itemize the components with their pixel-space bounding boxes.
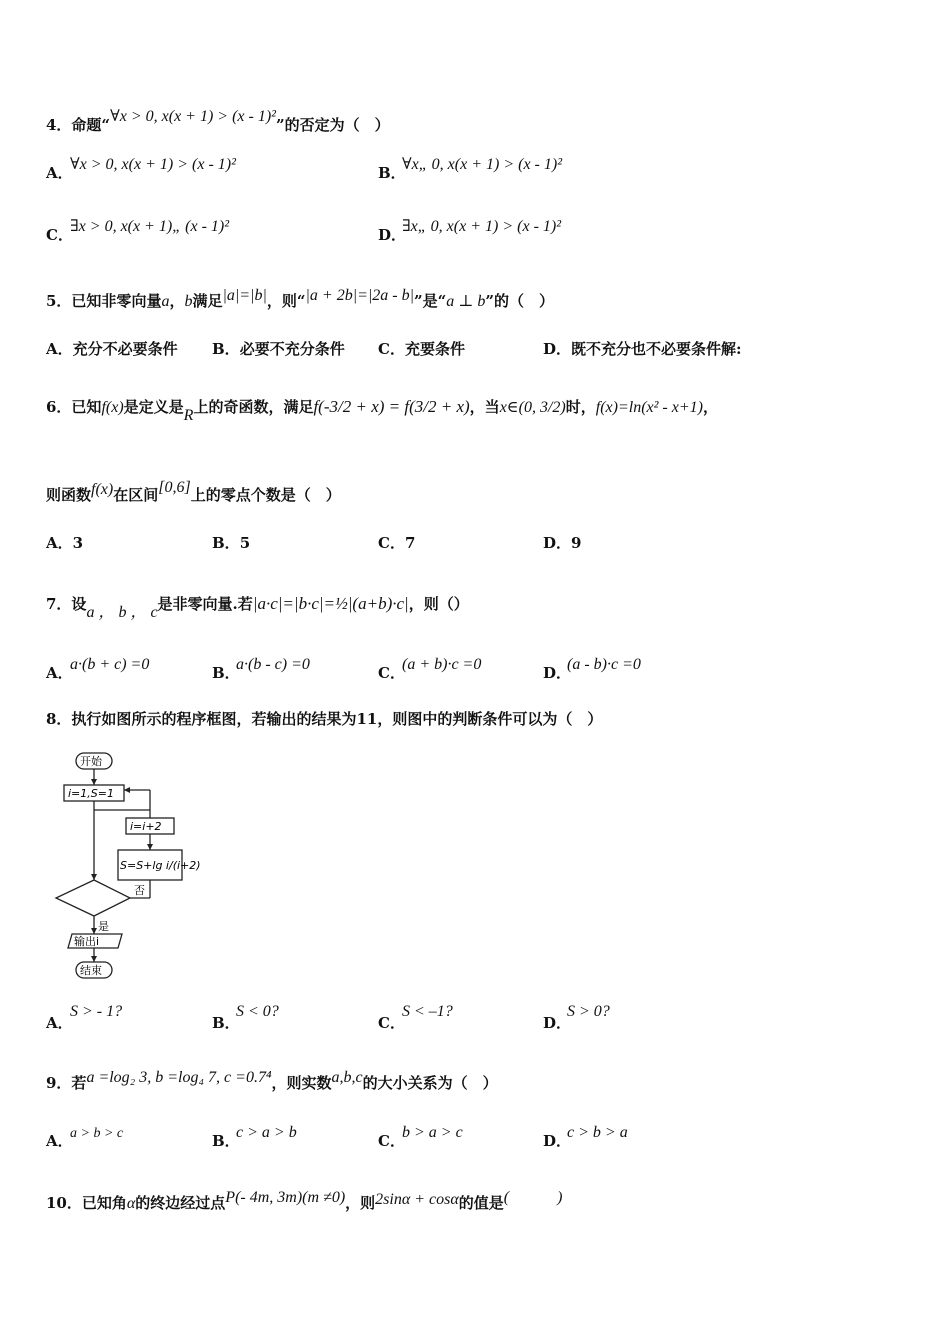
flow-increment-label: i=i+2 <box>130 820 162 833</box>
q9-option-b: B．c > a > b <box>212 1124 297 1150</box>
question-6-stem: 6．已知f(x)是定义是R上的奇函数，满足f(-3/2 + x) = f(3/2 + x)，当x∈(0, 3/2)时，f(x)=ln(x² - x+1)， <box>46 397 718 424</box>
q8-option-a: A．S > - 1? <box>46 1003 123 1032</box>
q4-option-a: A．∀x > 0, x(x + 1) > (x - 1)² <box>46 156 236 182</box>
q7-option-a: A．a·(b + c) =0 <box>46 656 150 682</box>
question-4-stem <box>46 108 390 135</box>
program-flowchart <box>50 750 220 982</box>
q7-option-c: C．(a + b)·c =0 <box>378 656 482 682</box>
flow-init-label: i=1,S=1 <box>68 787 114 800</box>
flow-decision-diamond <box>56 880 130 916</box>
flow-end-label: 结束 <box>80 964 102 977</box>
q6-option-a: A．3 <box>46 534 84 552</box>
question-9-stem: 9．若a =log₂ 3, b =log₄ 7, c =0.7⁴，则实数a,b,c的大小关系为（ ） <box>46 1069 498 1092</box>
q4-option-d: D．∃x„ 0, x(x + 1) > (x - 1)² <box>378 218 562 244</box>
q5-option-a: A．充分不必要条件 <box>46 340 178 358</box>
q4-text-post: ”的否定为（ ） <box>275 116 390 134</box>
q9-option-c: C．b > a > c <box>378 1124 463 1150</box>
question-8-stem: 8．执行如图所示的程序框图，若输出的结果为11，则图中的判断条件可以为（ ） <box>46 710 603 728</box>
q6-option-d: D．9 <box>543 534 582 552</box>
flow-output-label: 输出i <box>74 935 100 948</box>
question-6-line2: 则函数f(x)在区间[0,6]上的零点个数是（ ） <box>46 479 341 504</box>
q5-option-b: B．必要不充分条件 <box>212 340 345 358</box>
question-10-stem: 10．已知角α的终边经过点P(- 4m, 3m)(m ≠0)，则2sinα + cosα的值是( ) <box>46 1189 563 1212</box>
q4-math: ∀x > 0, x(x + 1) > (x - 1)² <box>110 108 276 125</box>
q8-option-c: C．S < –1? <box>378 1003 453 1032</box>
q6-option-b: B．5 <box>212 534 251 552</box>
question-7-stem: 7．设a ， b ， c是非零向量.若|a·c|=|b·c|=½|(a+b)·c|，则（） <box>46 594 469 621</box>
flow-no-label: 否 <box>134 884 145 897</box>
q7-option-b: B．a·(b - c) =0 <box>212 656 310 682</box>
q5-option-c: C．充要条件 <box>378 340 465 358</box>
q5-option-d: D．既不充分也不必要条件解: <box>543 340 742 358</box>
q7-option-d: D．(a - b)·c =0 <box>543 656 641 682</box>
flow-update-label: S=S+lg i/(i+2) <box>120 859 201 872</box>
question-5-stem: 5．已知非零向量a，b满足|a|=|b|，则“|a + 2b|=|2a - b|”是“a ⊥ b”的（ ） <box>46 287 554 310</box>
q9-option-a: A．a > b > c <box>46 1126 124 1150</box>
flow-start-label: 开始 <box>80 755 102 768</box>
flow-yes-label: 是 <box>98 920 109 933</box>
q9-option-d: D．c > b > a <box>543 1124 628 1150</box>
q4-text-pre: 4．命题“ <box>46 116 111 134</box>
q8-option-d: D．S > 0? <box>543 1003 610 1032</box>
q8-option-b: B．S < 0? <box>212 1003 279 1032</box>
q4-option-c: C．∃x > 0, x(x + 1)„ (x - 1)² <box>46 218 230 244</box>
q4-option-b: B．∀x„ 0, x(x + 1) > (x - 1)² <box>378 156 562 182</box>
q6-option-c: C．7 <box>378 534 416 552</box>
